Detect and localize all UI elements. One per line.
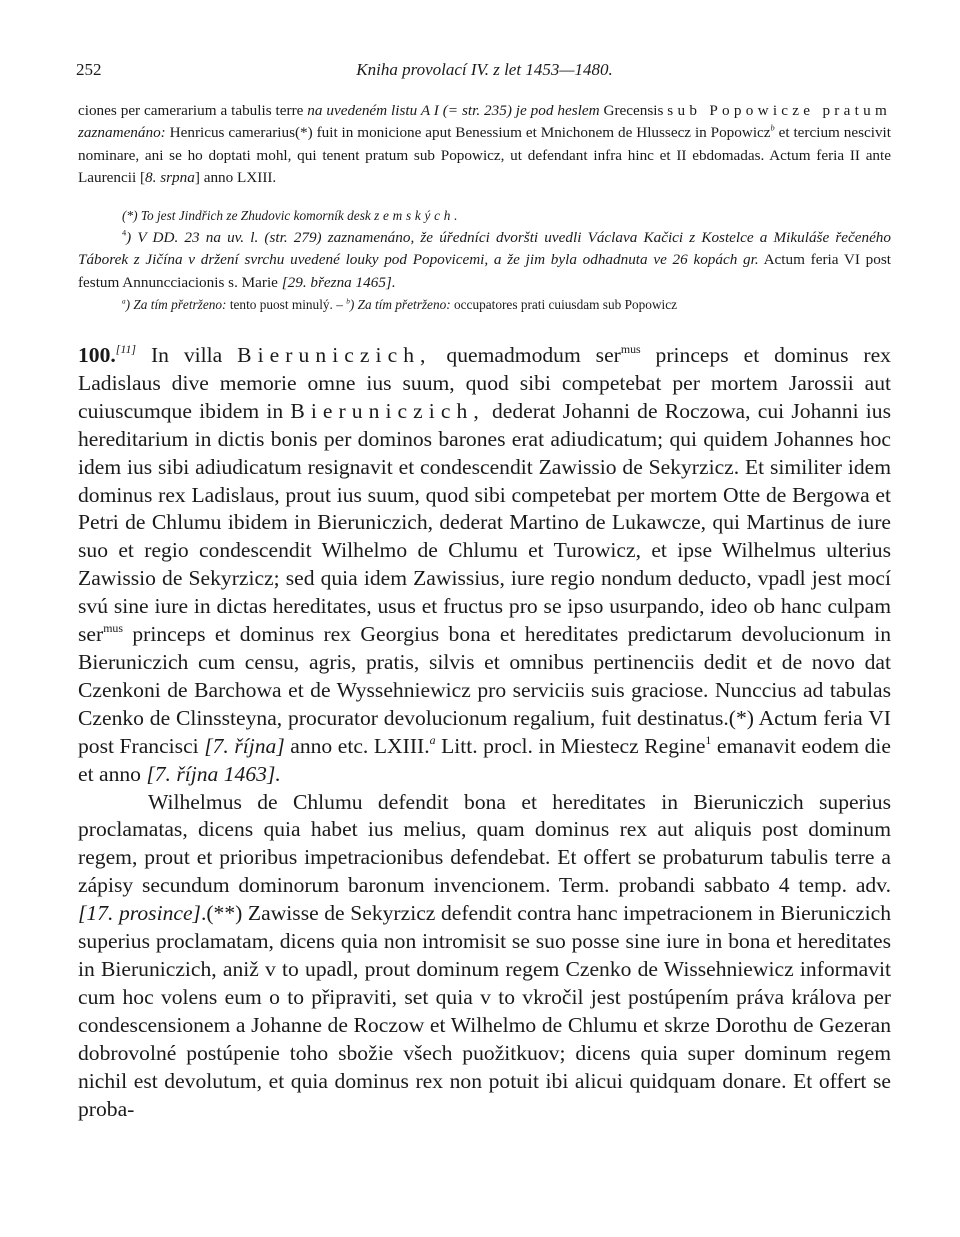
text-run: dederat Johanni de Roczowa, cui Johanni ius hereditarium in dictis bonis per dominos barones erat adiudicatum; qui quidem Johannes hoc idem ius sibi adiudicatum resignavit et condescendit Zawissio de Sekyrzicz. Et similiter idem dominus rex Ladislaus, prout ius suum, quod sibi competebat per mortem Otte de Bergowa et Petri de Chlumu ibidem in Bieruniczich, dederat Martino de Lukawcze, qui Martinus de iure suo et regio condescendit Wilhelmo de Chlumu et Turowicz, et ipse Wilhelmus ulterius Zawissio de Sekyrzicz; sed quia idem Zawissius, iure regio nondum deducto, vpadl jest mocí svú sine iure in dictas hereditates, usus et fructus pro se ipso usurpando, ideo ob hanc culpam ser <box>78 398 891 647</box>
text-run: tento puost minulý. – <box>226 297 347 313</box>
text-run: et tercium nescivit nominare, ani se ho doptati mohl, qui tenent pratum sub Popowicz, ut defendant infra hinc et II ebdomadas. Actum feria II ante Laurencii [ <box>78 124 891 187</box>
text-run: Grecensis <box>599 102 668 119</box>
text-run: Bieruniczich, <box>290 398 485 423</box>
text-run: In villa <box>136 343 238 368</box>
text-run: na uvedeném listu A I (= str. 235) je pod heslem <box>307 102 600 119</box>
text-run: princeps et dominus rex Ladislaus dive memorie omne ius suum, quod sibi competebat per mortem Jarossii aut cuiuscumque ibidem in <box>78 343 891 423</box>
text-run: [29. března 1465]. <box>281 273 396 291</box>
footnote-star <box>78 205 891 227</box>
text-run: Bieruniczich, <box>237 343 432 368</box>
text-run: occupatores prati cuiusdam sub Popowicz <box>450 297 678 313</box>
text-run: sub Popowicze pratum <box>667 102 892 119</box>
text-run: 1 <box>705 732 712 747</box>
main-text <box>78 342 891 1123</box>
apparatus-notes <box>78 294 891 316</box>
text-run: Henricus camerarius(*) fuit in monicione aput Benessium et Mnichonem de Hlussecz in Popowicz <box>165 124 771 142</box>
text-run: Actum feria VI post festum Annuncciacionis s. Marie <box>78 251 891 291</box>
running-title: Kniha provolací IV. z let 1453—1480. <box>356 60 613 79</box>
text-run: mus <box>620 342 641 357</box>
text-run: b <box>770 124 775 134</box>
defense-paragraph <box>78 789 891 1124</box>
document-page <box>78 60 891 1123</box>
text-run: ] anno LXIII. <box>194 169 277 187</box>
text-run: mus <box>103 621 123 636</box>
text-run: zemských. <box>374 207 462 223</box>
text-run: ciones per camerarium a tabulis terre <box>78 102 308 119</box>
text-run: anno etc. LXIII. <box>284 733 430 758</box>
text-run: [17. prosince] <box>78 901 201 926</box>
page-number: 252 <box>76 60 102 79</box>
entry-paragraph <box>78 342 891 789</box>
text-run: zaznamenáno: <box>78 124 166 142</box>
page-header <box>78 60 891 90</box>
text-run: 4 <box>122 228 127 238</box>
text-run: ) V DD. 23 na uv. l. (str. 279) zaznamenáno, že úředníci dvoršti uvedli Václava Kačici z Kostelce a Mikuláše řečeného Táborek z Jičína v držení svrchu uvedené louky pod Popovicemi, a že jim byla odhadnuta ve 26 kopách gr. <box>78 228 891 269</box>
text-run: Litt. procl. in Miestecz Regine <box>435 733 706 758</box>
text-run: ) Za tím přetrženo: <box>349 297 451 313</box>
text-run: a <box>122 296 126 306</box>
text-run: [11] <box>115 342 137 357</box>
text-run: Wilhelmus de Chlumu defendit bona et hereditates in Bieruniczich superius proclamatas, dicens quia habet ius melius, quam dominus rex aut aliquis post dominum regem, prout et prioribus impetracionibus defendebat. Et offert se probaturum tabulis terre a zápisy secundum dominorum baronum invencionem. Term. probandi sabbato 4 temp. adv. <box>78 789 891 898</box>
text-run: emanavit eodem die et anno <box>78 733 892 786</box>
text-run: a <box>429 732 436 747</box>
text-run: 8. srpna <box>145 169 195 187</box>
footnote-4 <box>78 227 891 294</box>
text-run: princeps et dominus rex Georgius bona et hereditates predictarum devolucionum in Bieruniczich cum censu, agris, pratis, silvis et omnibus pertinenciis dedit et de novo dat Czenkoni de Barchowa et de Wyssehniewicz pro serviciis suis graciose. Nunccius ad tabulas Czenko de Clinssteyna, procurator devolucionum regalium, fuit destinatus.(*) Actum feria VI post Francisci <box>78 622 891 758</box>
footnote-continuation <box>78 100 891 190</box>
text-run: [7. října] <box>204 733 285 758</box>
text-run: [7. října 1463]. <box>146 761 281 786</box>
text-run: quemadmodum ser <box>431 343 621 368</box>
text-run: (*) To jest Jindřich ze Zhudovic komorník desk <box>122 207 375 223</box>
footnote-block <box>78 100 891 316</box>
text-run: ) Za tím přetrženo: <box>125 297 227 313</box>
text-run: b <box>346 296 350 306</box>
text-run: 100. <box>78 343 116 368</box>
text-run: .(**) Zawisse de Sekyrzicz defendit contra hanc impetracionem in Bieruniczich superius proclamatam, dicens quia non intromisit se suo posse sine iure in bona et hereditates in Bieruniczich, aniž v to upadl, prout dominum regem Czenko de Wissehniewicz informavit cum hoc volens eum o to připraviti, set quia v to vkročil jest postúpením práva králova per condescensionem a Johanne de Roczow et Wilhelmo de Chlumu et skrze Dorothu de Gezeran dobrovolné postúpenie toho sbožie všech puožitkuov; dicens quia super dominum regem nichil est devolutum, et quia dominus rex non potuit ibi alicui quidquam donare. Et offert se proba- <box>78 901 891 1121</box>
